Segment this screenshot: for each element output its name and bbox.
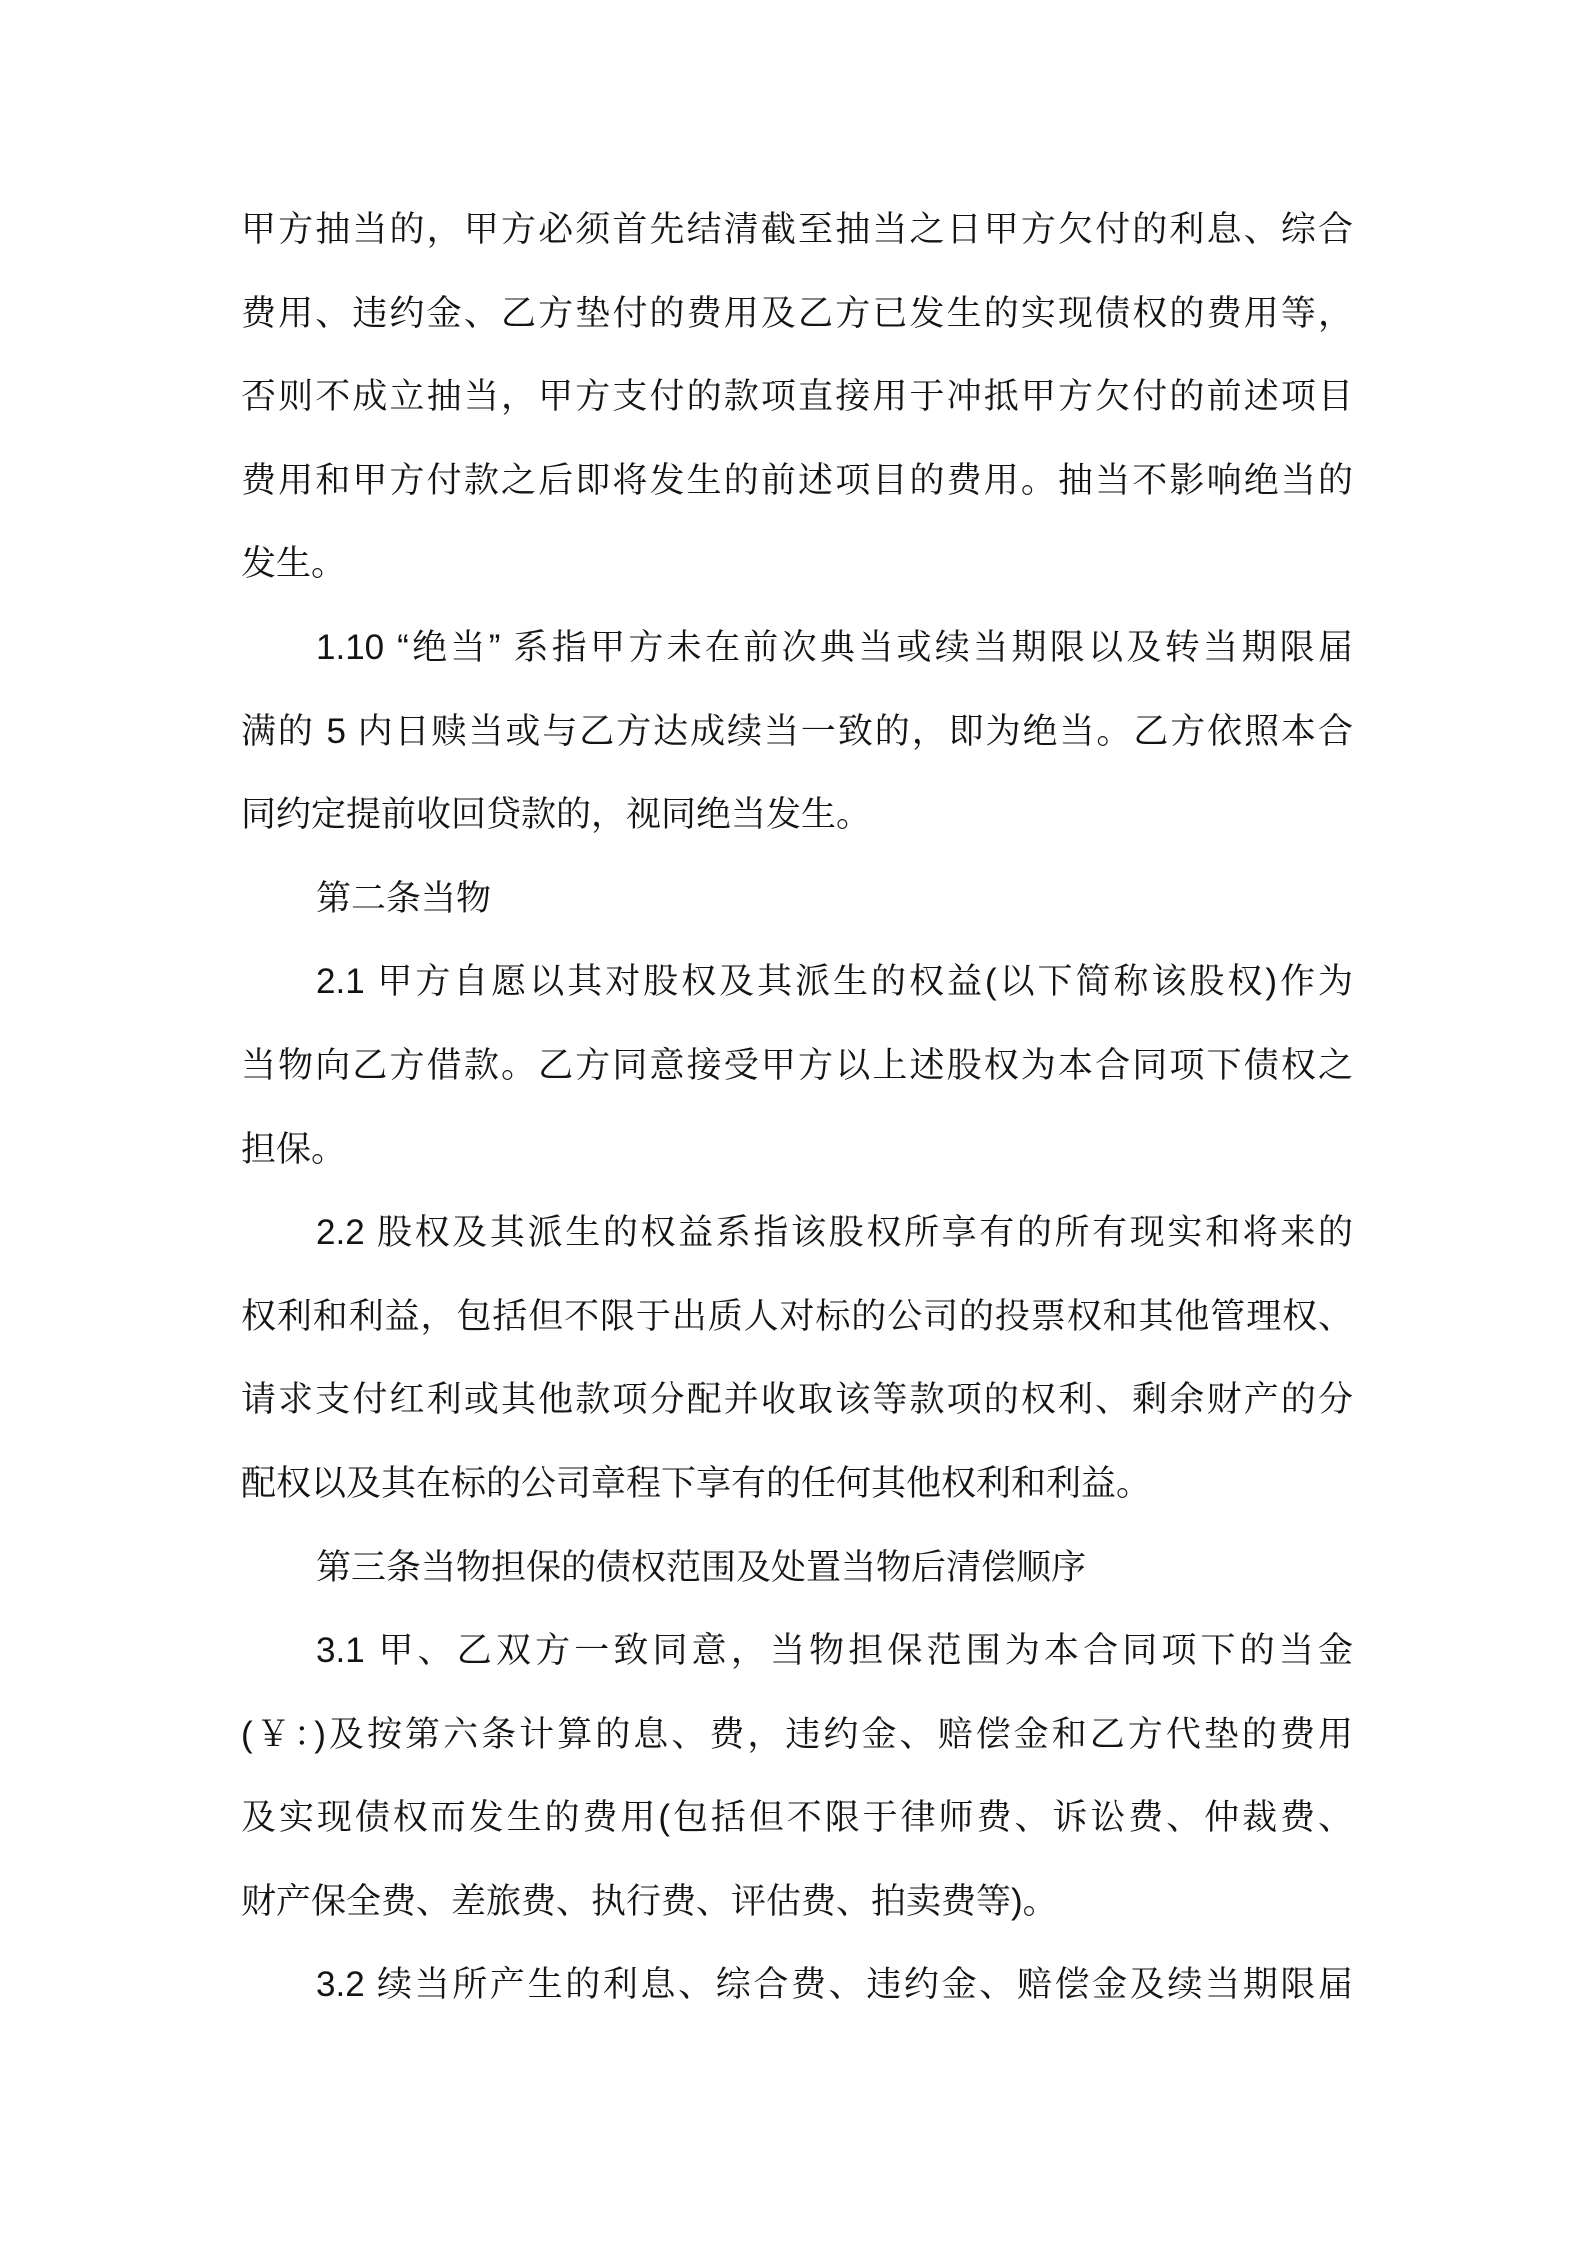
text-line: (￥：)及按第六条计算的息、费，违约金、赔偿金和乙方代垫的费用: [241, 1714, 1353, 1754]
text-line: 满的 5 内日赎当或与乙方达成续当一致的，即为绝当。乙方依照本合: [241, 711, 1353, 751]
paragraph-pawn-withdrawal: [241, 188, 1353, 606]
text-line: 费用和甲方付款之后即将发生的前述项目的费用。抽当不影响绝当的: [241, 460, 1353, 500]
text-line: 3.1 甲、乙双方一致同意，当物担保范围为本合同项下的当金: [316, 1631, 1353, 1671]
document-body: [241, 188, 1353, 2027]
clause-3-1: [241, 1609, 1353, 1943]
text-line: 担保。: [241, 1129, 347, 1169]
text-line: 及实现债权而发生的费用(包括但不限于律师费、诉讼费、仲裁费、: [241, 1798, 1353, 1838]
text-line: 配权以及其在标的公司章程下享有的任何其他权利和利益。: [241, 1463, 1152, 1503]
article-2-heading: [241, 857, 1353, 941]
text-line: 甲方抽当的，甲方必须首先结清截至抽当之日甲方欠付的利息、综合: [241, 210, 1353, 249]
clause-2-1: [241, 940, 1353, 1191]
clause-1-10-absolute-pawn: [241, 606, 1353, 857]
clause-2-2: [241, 1191, 1353, 1525]
clause-3-2: [241, 1943, 1353, 2027]
article-3-heading: [241, 1526, 1353, 1610]
text-line: 请求支付红利或其他款项分配并收取该等款项的权利、剩余财产的分: [241, 1380, 1353, 1420]
text-line: 1.10 “绝当” 系指甲方未在前次典当或续当期限以及转当期限届: [316, 627, 1353, 667]
text-line: 2.2 股权及其派生的权益系指该股权所享有的所有现实和将来的: [316, 1213, 1353, 1253]
text-line: 财产保全费、差旅费、执行费、评估费、拍卖费等)。: [241, 1881, 1058, 1921]
text-line: 当物向乙方借款。乙方同意接受甲方以上述股权为本合同项下债权之: [241, 1045, 1353, 1085]
text-line: 3.2 续当所产生的利息、综合费、违约金、赔偿金及续当期限届: [316, 1965, 1353, 2005]
text-line: 费用、违约金、乙方垫付的费用及乙方已发生的实现债权的费用等，: [241, 293, 1353, 333]
heading-line: 第二条当物: [316, 878, 492, 918]
text-line: 否则不成立抽当，甲方支付的款项直接用于冲抵甲方欠付的前述项目: [241, 377, 1353, 417]
text-line: 权利和利益，包括但不限于出质人对标的公司的投票权和其他管理权、: [241, 1296, 1353, 1336]
text-line: 2.1 甲方自愿以其对股权及其派生的权益(以下简称该股权)作为: [316, 962, 1353, 1002]
text-line: 发生。: [241, 544, 347, 584]
text-line: 同约定提前收回贷款的，视同绝当发生。: [241, 795, 872, 835]
heading-line: 第三条当物担保的债权范围及处置当物后清偿顺序: [316, 1547, 1087, 1587]
